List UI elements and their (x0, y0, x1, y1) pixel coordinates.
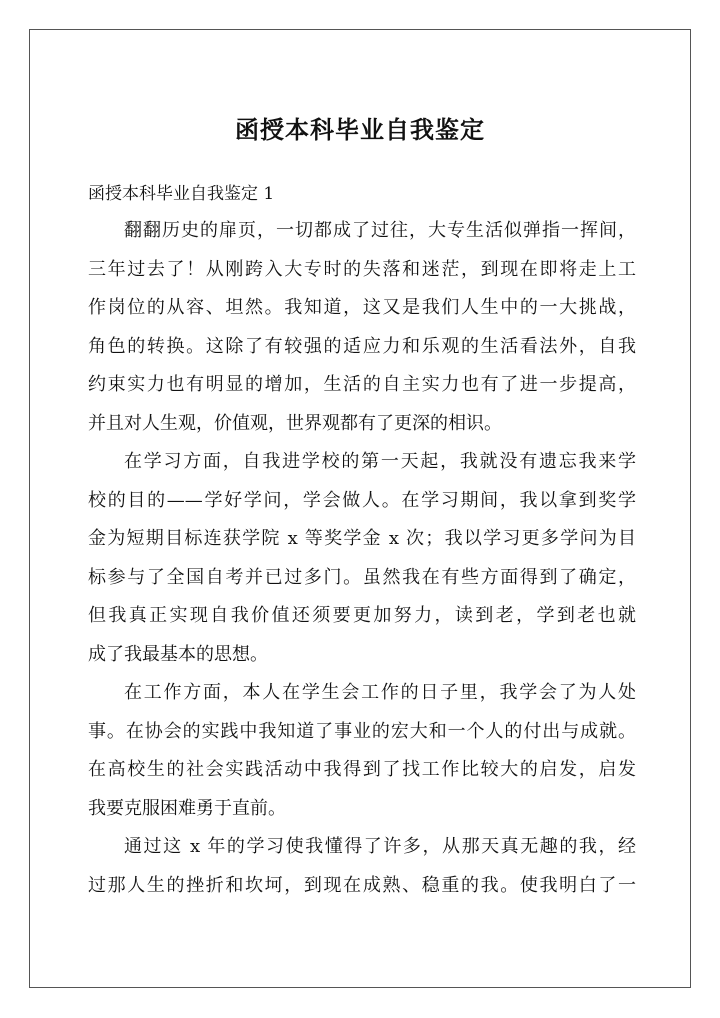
text-line: 在学习方面，自我进学校的第一天起，我就没有遗忘我来学 (124, 451, 636, 472)
text-line: 过那人生的挫折和坎坷，到现在成熟、稳重的我。使我明白了一 (88, 874, 636, 896)
text-line: 标参与了全国自考并已过多门。虽然我在有些方面得到了确定， (88, 566, 636, 588)
paragraph-1 (88, 212, 636, 443)
text-line: 并且对人生观，价值观，世界观都有了更深的相识。 (88, 412, 502, 434)
document-title: 函授本科毕业自我鉴定 (235, 115, 485, 144)
paragraph-4 (88, 828, 636, 905)
text-line: 校的目的——学好学问，学会做人。在学习期间，我以拿到奖学 (88, 489, 636, 511)
text-line: 作岗位的从容、坦然。我知道，这又是我们人生中的一大挑战， (88, 297, 636, 318)
text-line: 在高校生的社会实践活动中我得到了找工作比较大的启发，启发 (88, 759, 636, 780)
text-line: 但我真正实现自我价值还须要更加努力，读到老，学到老也就 (88, 605, 636, 626)
text-line: 翻翻历史的扉页，一切都成了过往，大专生活似弹指一挥间， (124, 220, 636, 241)
text-line: 三年过去了！从刚跨入大专时的失落和迷茫，到现在即将走上工 (88, 258, 636, 280)
text-line: 角色的转换。这除了有较强的适应力和乐观的生活看法外，自我 (88, 335, 636, 357)
text-line: 成了我最基本的思想。 (88, 643, 268, 665)
text-line: 约束实力也有明显的增加，生活的自主实力也有了进一步提高， (88, 374, 636, 395)
section-heading: 函授本科毕业自我鉴定 1 (88, 184, 275, 204)
text-line: 我要克服困难勇于直前。 (88, 797, 286, 819)
paragraph-3 (88, 674, 636, 828)
text-line: 通过这 x 年的学习使我懂得了许多，从那天真无趣的我，经 (124, 836, 636, 857)
text-line: 在工作方面，本人在学生会工作的日子里，我学会了为人处 (124, 682, 636, 703)
text-line: 事。在协会的实践中我知道了事业的宏大和一个人的付出与成就。 (88, 720, 636, 742)
document-body (88, 176, 636, 905)
text-line: 金为短期目标连获学院 x 等奖学金 x 次；我以学习更多学问为目 (88, 528, 636, 549)
paragraph-2 (88, 443, 636, 674)
